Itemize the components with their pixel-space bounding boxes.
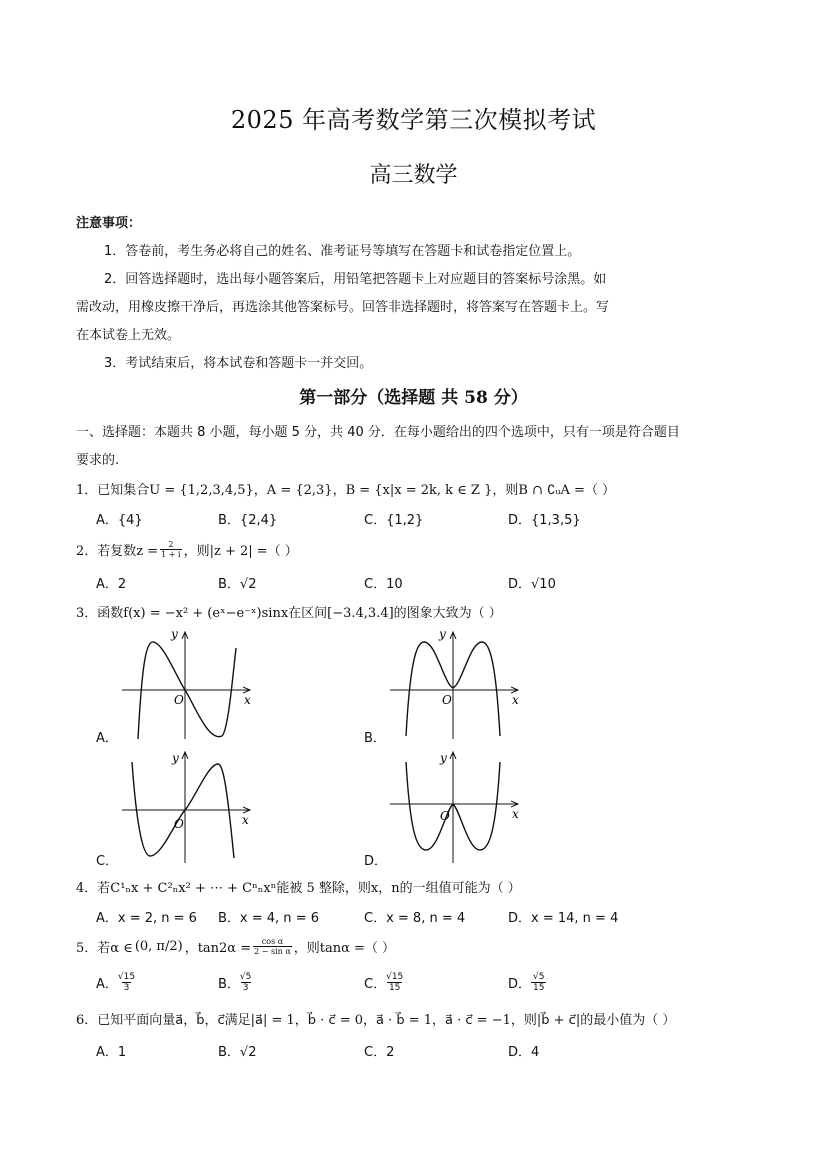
q5-option-d [508, 972, 546, 993]
y-label: y [440, 751, 447, 765]
q6-option-b: B．√2 [218, 1045, 257, 1060]
x-label: x [244, 693, 251, 707]
q1-option-a: A．{4} [96, 513, 143, 528]
q5-option-c-fraction [386, 972, 403, 993]
note-item-2-line-3: 在本试卷上无效。 [76, 328, 181, 343]
q4-option-d: D．x = 14, n = 4 [508, 911, 619, 926]
q5-stem-mid: ，tan2α = [184, 941, 252, 956]
q3-stem: 3．函数f(x) = −x² + (eˣ−e⁻ˣ)sinx在区间[−3.4,3.4]的图象大致为（ ） [76, 606, 502, 621]
q6-option-d: D．4 [508, 1045, 540, 1060]
q5-option-b-numerator: √5 [239, 972, 252, 982]
q5-option-b-label: B． [218, 977, 240, 992]
note-item-2-line-1: 2．回答选择题时，选出每小题答案后，用铅笔把答题卡上对应题目的答案标号涂黑。如 [104, 272, 607, 287]
q2-fraction-numerator: 2 [168, 540, 174, 549]
q2-option-c: C．10 [364, 577, 403, 592]
q4-option-b: B．x = 4, n = 6 [218, 911, 319, 926]
q5-option-c [364, 972, 403, 993]
q5-option-c-label: C． [364, 977, 387, 992]
q5-option-c-numerator: √15 [386, 972, 404, 982]
q3-graph-c [118, 748, 258, 866]
y-label: y [439, 627, 446, 641]
q5-option-a-label: A． [96, 977, 118, 992]
q5-option-c-denominator: 15 [388, 983, 401, 993]
q5-fraction-numerator: cos α [261, 937, 284, 946]
q4-stem: 4．若C¹ₙx + C²ₙx² + ⋯ + Cⁿₙxⁿ能被 5 整除，则x，n的一组值可能为（ ） [76, 881, 521, 896]
q1-option-c: C．{1,2} [364, 513, 424, 528]
y-label: y [171, 627, 178, 641]
q5-fraction [253, 937, 292, 956]
q4-option-a: A．x = 2, n = 6 [96, 911, 197, 926]
q1-option-b: B．{2,4} [218, 513, 278, 528]
exam-subtitle: 高三数学 [369, 163, 458, 188]
q3-graph-d [386, 748, 526, 866]
section-instructions-line-1: 一、选择题：本题共 8 小题，每小题 5 分，共 40 分．在每小题给出的四个选项中，只有一项是符合题目 [76, 425, 680, 440]
q1-stem: 1．已知集合U = {1,2,3,4,5}，A = {2,3}，B = {x|x = 2k, k ∈ Z }，则B ∩ ∁ᵤA =（ ） [76, 483, 616, 498]
origin-label: O [442, 693, 452, 707]
y-label: y [172, 751, 179, 765]
q5-stem-post: ，则tanα =（ ） [293, 941, 396, 956]
note-item-1: 1．答卷前，考生务必将自己的姓名、准考证号等填写在答题卡和试卷指定位置上。 [104, 244, 581, 259]
note-item-2-line-2: 需改动，用橡皮擦干净后，再选涂其他答案标号。回答非选择题时，将答案写在答题卡上。写 [76, 300, 610, 315]
part1-title: 第一部分（选择题 共 58 分） [299, 388, 528, 408]
exam-title: 2025 年高考数学第三次模拟考试 [230, 106, 597, 134]
q5-option-d-denominator: 15 [533, 983, 545, 993]
origin-label: O [174, 817, 184, 831]
q5-stem [76, 937, 395, 956]
q1-option-d: D．{1,3,5} [508, 513, 581, 528]
section-instructions-line-2: 要求的. [76, 453, 120, 468]
q5-option-b-fraction [240, 972, 251, 993]
q3-graph-a [118, 624, 258, 742]
x-label: x [512, 693, 519, 707]
q5-option-a-numerator: √15 [117, 972, 136, 982]
q5-option-d-fraction [531, 972, 546, 993]
q3-option-d: D． [364, 854, 388, 869]
q5-option-a [96, 972, 135, 993]
q2-fraction-denominator: 1 + i [161, 550, 181, 559]
note-item-3: 3．考试结束后，将本试卷和答题卡一并交回。 [104, 356, 373, 371]
q5-stem-pre: 5．若α ∈ [76, 941, 133, 956]
q2-option-b: B．√2 [218, 577, 257, 592]
q6-stem: 6．已知平面向量a⃗，b⃗，c⃗满足|a⃗| = 1，b⃗ · c⃗ = 0，a⃗ · b⃗ = 1，a⃗ · c⃗ = −1，则|b⃗ + c⃗|的最小值为（ ） [76, 1013, 676, 1028]
q3-option-a: A． [96, 731, 118, 746]
q3-graph-b [386, 624, 526, 742]
x-label: x [242, 813, 249, 827]
q6-option-c: C．2 [364, 1045, 395, 1060]
q2-option-d: D．√10 [508, 577, 556, 592]
q5-option-a-denominator: 3 [123, 983, 130, 993]
q5-option-d-numerator: √5 [533, 972, 545, 982]
q2-stem-post: ，则|z + 2| =（ ） [183, 544, 298, 559]
q2-stem [76, 540, 298, 559]
q3-option-c: C． [96, 854, 119, 869]
q5-interval: (0, π/2) [134, 939, 183, 954]
q3-option-b: B． [364, 731, 386, 746]
q5-option-a-fraction [118, 972, 135, 993]
origin-label: O [440, 809, 450, 823]
q2-fraction [160, 540, 181, 559]
origin-label: O [174, 693, 184, 707]
x-label: x [512, 807, 519, 821]
q5-option-b-denominator: 3 [242, 983, 249, 993]
notes-heading: 注意事项： [76, 216, 142, 231]
q5-fraction-denominator: 2 − sin α [254, 947, 291, 956]
q6-option-a: A．1 [96, 1045, 127, 1060]
q4-option-c: C．x = 8, n = 4 [364, 911, 466, 926]
q2-option-a: A．2 [96, 577, 127, 592]
q2-stem-pre: 2．若复数z = [76, 544, 159, 559]
q5-option-b [218, 972, 251, 993]
q5-option-d-label: D． [508, 977, 532, 992]
